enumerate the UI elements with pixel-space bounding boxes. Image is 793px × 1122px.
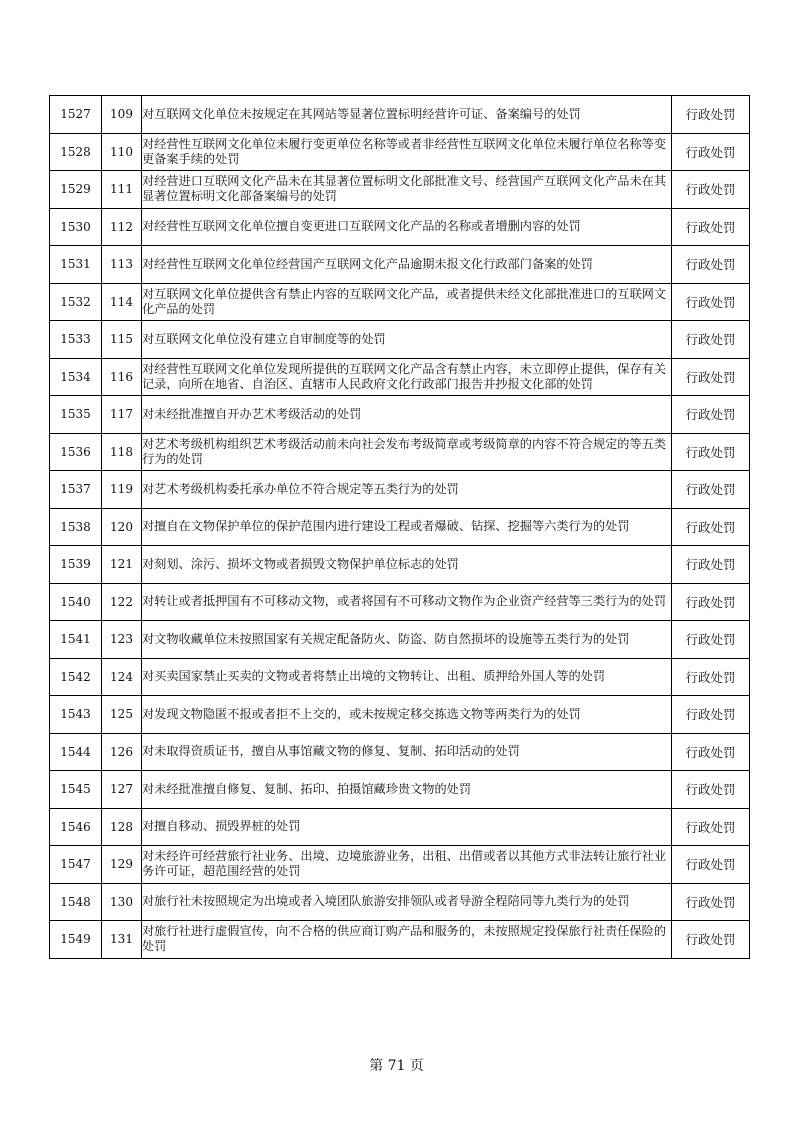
row-number-cell: 131: [102, 921, 142, 959]
table-row: [50, 246, 750, 284]
row-item-cell: [142, 883, 672, 921]
table-row: [50, 771, 750, 809]
table-row: [50, 208, 750, 246]
row-type-cell: 行政处罚: [672, 283, 750, 321]
row-item-text: 对未经批准擅自修复、复制、拓印、拍摄馆藏珍贵文物的处罚: [142, 781, 472, 796]
row-seq-cell: 1538: [50, 508, 102, 546]
row-number-cell: 113: [102, 246, 142, 284]
row-number-cell: 117: [102, 396, 142, 434]
row-item-text: 对旅行社未按照规定为出境或者入境团队旅游安排领队或者导游全程陪同等九类行为的处罚: [142, 894, 630, 909]
row-item-cell: [142, 508, 672, 546]
row-item-text: 对互联网文化单位提供含有禁止内容的互联网文化产品，或者提供未经文化部批准进口的互联网文化产品的处罚: [142, 286, 667, 316]
table-row: [50, 321, 750, 359]
row-item-cell: [142, 846, 672, 884]
row-type-cell: 行政处罚: [672, 583, 750, 621]
row-number-cell: 120: [102, 508, 142, 546]
row-type-cell: 行政处罚: [672, 621, 750, 659]
table-row: [50, 621, 750, 659]
row-number-cell: 126: [102, 733, 142, 771]
row-item-cell: [142, 583, 672, 621]
row-item-text: 对转让或者抵押国有不可移动文物，或者将国有不可移动文物作为企业资产经营等三类行为的处罚: [142, 594, 667, 609]
table-row: [50, 546, 750, 584]
row-seq-cell: 1530: [50, 208, 102, 246]
row-seq-cell: 1542: [50, 658, 102, 696]
row-seq-cell: 1535: [50, 396, 102, 434]
row-type-cell: 行政处罚: [672, 433, 750, 471]
row-item-text: 对艺术考级机构组织艺术考级活动前未向社会发布考级简章或考级简章的内容不符合规定的等五类行为的处罚: [142, 436, 667, 466]
row-item-cell: [142, 396, 672, 434]
row-seq-cell: 1528: [50, 133, 102, 171]
row-type-cell: 行政处罚: [672, 846, 750, 884]
row-number-cell: 119: [102, 471, 142, 509]
row-item-text: 对发现文物隐匿不报或者拒不上交的，或未按规定移交拣选文物等两类行为的处罚: [142, 706, 581, 721]
table-row: [50, 658, 750, 696]
table-row: [50, 171, 750, 209]
table-row: [50, 96, 750, 134]
row-type-cell: 行政处罚: [672, 396, 750, 434]
row-number-cell: 112: [102, 208, 142, 246]
row-item-text: 对旅行社进行虚假宣传，向不合格的供应商订购产品和服务的，未按照规定投保旅行社责任保险的处罚: [142, 924, 667, 954]
row-seq-cell: 1532: [50, 283, 102, 321]
row-type-cell: 行政处罚: [672, 658, 750, 696]
row-type-cell: 行政处罚: [672, 808, 750, 846]
row-item-cell: [142, 808, 672, 846]
row-number-cell: 110: [102, 133, 142, 171]
row-seq-cell: 1529: [50, 171, 102, 209]
row-item-cell: [142, 471, 672, 509]
table-row: [50, 583, 750, 621]
row-seq-cell: 1546: [50, 808, 102, 846]
row-item-text: 对经营性互联网文化单位未履行变更单位名称等或者非经营性互联网文化单位未履行单位名称等变更备案手续的处罚: [142, 136, 667, 166]
row-type-cell: 行政处罚: [672, 133, 750, 171]
row-type-cell: 行政处罚: [672, 883, 750, 921]
row-item-text: 对互联网文化单位没有建立自审制度等的处罚: [142, 331, 386, 346]
table-row: [50, 133, 750, 171]
row-type-cell: 行政处罚: [672, 171, 750, 209]
row-item-text: 对经营性互联网文化单位经营国产互联网文化产品逾期未报文化行政部门备案的处罚: [142, 256, 593, 271]
row-seq-cell: 1548: [50, 883, 102, 921]
row-type-cell: 行政处罚: [672, 321, 750, 359]
row-item-cell: [142, 621, 672, 659]
row-number-cell: 130: [102, 883, 142, 921]
row-type-cell: 行政处罚: [672, 358, 750, 396]
row-item-cell: [142, 133, 672, 171]
row-type-cell: 行政处罚: [672, 696, 750, 734]
table-body: [50, 96, 750, 959]
table-row: [50, 921, 750, 959]
row-number-cell: 127: [102, 771, 142, 809]
row-item-text: 对擅自移动、损毁界桩的处罚: [142, 819, 301, 834]
row-seq-cell: 1544: [50, 733, 102, 771]
row-seq-cell: 1545: [50, 771, 102, 809]
row-number-cell: 129: [102, 846, 142, 884]
row-item-text: 对文物收藏单位未按照国家有关规定配备防火、防盗、防自然损坏的设施等五类行为的处罚: [142, 631, 630, 646]
row-number-cell: 128: [102, 808, 142, 846]
row-item-cell: [142, 358, 672, 396]
row-item-text: 对未经许可经营旅行社业务、出境、边境旅游业务，出租、出借或者以其他方式非法转让旅行社业务许可证，超范围经营的处罚: [142, 849, 667, 879]
row-item-text: 对经营性互联网文化单位发现所提供的互联网文化产品含有禁止内容，未立即停止提供，保存有关记录，向所在地省、自治区、直辖市人民政府文化行政部门报告并抄报文化部的处罚: [142, 361, 667, 391]
row-item-cell: [142, 921, 672, 959]
row-item-text: 对未取得资质证书，擅自从事馆藏文物的修复、复制、拓印活动的处罚: [142, 744, 520, 759]
row-seq-cell: 1539: [50, 546, 102, 584]
row-seq-cell: 1540: [50, 583, 102, 621]
row-seq-cell: 1527: [50, 96, 102, 134]
table-row: [50, 733, 750, 771]
row-item-text: 对经营进口互联网文化产品未在其显著位置标明文化部批准文号、经营国产互联网文化产品未在其显著位置标明文化部备案编号的处罚: [142, 174, 667, 204]
row-type-cell: 行政处罚: [672, 208, 750, 246]
row-seq-cell: 1533: [50, 321, 102, 359]
row-seq-cell: 1547: [50, 846, 102, 884]
row-item-cell: [142, 321, 672, 359]
row-type-cell: 行政处罚: [672, 546, 750, 584]
row-item-text: 对经营性互联网文化单位擅自变更进口互联网文化产品的名称或者增删内容的处罚: [142, 219, 581, 234]
document-table: [49, 95, 750, 959]
row-item-cell: [142, 546, 672, 584]
table-row: [50, 396, 750, 434]
table-row: [50, 283, 750, 321]
row-item-cell: [142, 96, 672, 134]
row-number-cell: 125: [102, 696, 142, 734]
row-seq-cell: 1531: [50, 246, 102, 284]
row-seq-cell: 1541: [50, 621, 102, 659]
row-item-cell: [142, 733, 672, 771]
row-item-cell: [142, 171, 672, 209]
row-item-cell: [142, 246, 672, 284]
row-item-cell: [142, 696, 672, 734]
row-seq-cell: 1537: [50, 471, 102, 509]
table-row: [50, 358, 750, 396]
row-type-cell: 行政处罚: [672, 246, 750, 284]
row-item-text: 对刻划、涂污、损坏文物或者损毁文物保护单位标志的处罚: [142, 556, 459, 571]
row-seq-cell: 1549: [50, 921, 102, 959]
table-row: [50, 471, 750, 509]
row-type-cell: 行政处罚: [672, 96, 750, 134]
row-item-text: 对未经批准擅自开办艺术考级活动的处罚: [142, 406, 362, 421]
row-type-cell: 行政处罚: [672, 771, 750, 809]
row-seq-cell: 1536: [50, 433, 102, 471]
row-item-text: 对艺术考级机构委托承办单位不符合规定等五类行为的处罚: [142, 481, 459, 496]
row-number-cell: 122: [102, 583, 142, 621]
row-item-cell: [142, 658, 672, 696]
row-type-cell: 行政处罚: [672, 921, 750, 959]
row-number-cell: 123: [102, 621, 142, 659]
row-item-cell: [142, 283, 672, 321]
row-item-cell: [142, 433, 672, 471]
row-type-cell: 行政处罚: [672, 471, 750, 509]
row-type-cell: 行政处罚: [672, 733, 750, 771]
row-item-text: 对买卖国家禁止买卖的文物或者将禁止出境的文物转让、出租、质押给外国人等的处罚: [142, 669, 606, 684]
table-row: [50, 883, 750, 921]
row-number-cell: 116: [102, 358, 142, 396]
row-item-cell: [142, 771, 672, 809]
row-number-cell: 124: [102, 658, 142, 696]
table-row: [50, 433, 750, 471]
row-number-cell: 114: [102, 283, 142, 321]
row-item-cell: [142, 208, 672, 246]
table-row: [50, 846, 750, 884]
row-number-cell: 121: [102, 546, 142, 584]
row-seq-cell: 1534: [50, 358, 102, 396]
table-row: [50, 808, 750, 846]
row-number-cell: 111: [102, 171, 142, 209]
row-item-text: 对互联网文化单位未按规定在其网站等显著位置标明经营许可证、备案编号的处罚: [142, 106, 581, 121]
page-number: 第 71 页: [369, 1058, 424, 1074]
row-item-text: 对擅自在文物保护单位的保护范围内进行建设工程或者爆破、钻探、挖掘等六类行为的处罚: [142, 519, 630, 534]
row-seq-cell: 1543: [50, 696, 102, 734]
row-type-cell: 行政处罚: [672, 508, 750, 546]
table-row: [50, 696, 750, 734]
row-number-cell: 118: [102, 433, 142, 471]
row-number-cell: 115: [102, 321, 142, 359]
table-row: [50, 508, 750, 546]
row-number-cell: 109: [102, 96, 142, 134]
